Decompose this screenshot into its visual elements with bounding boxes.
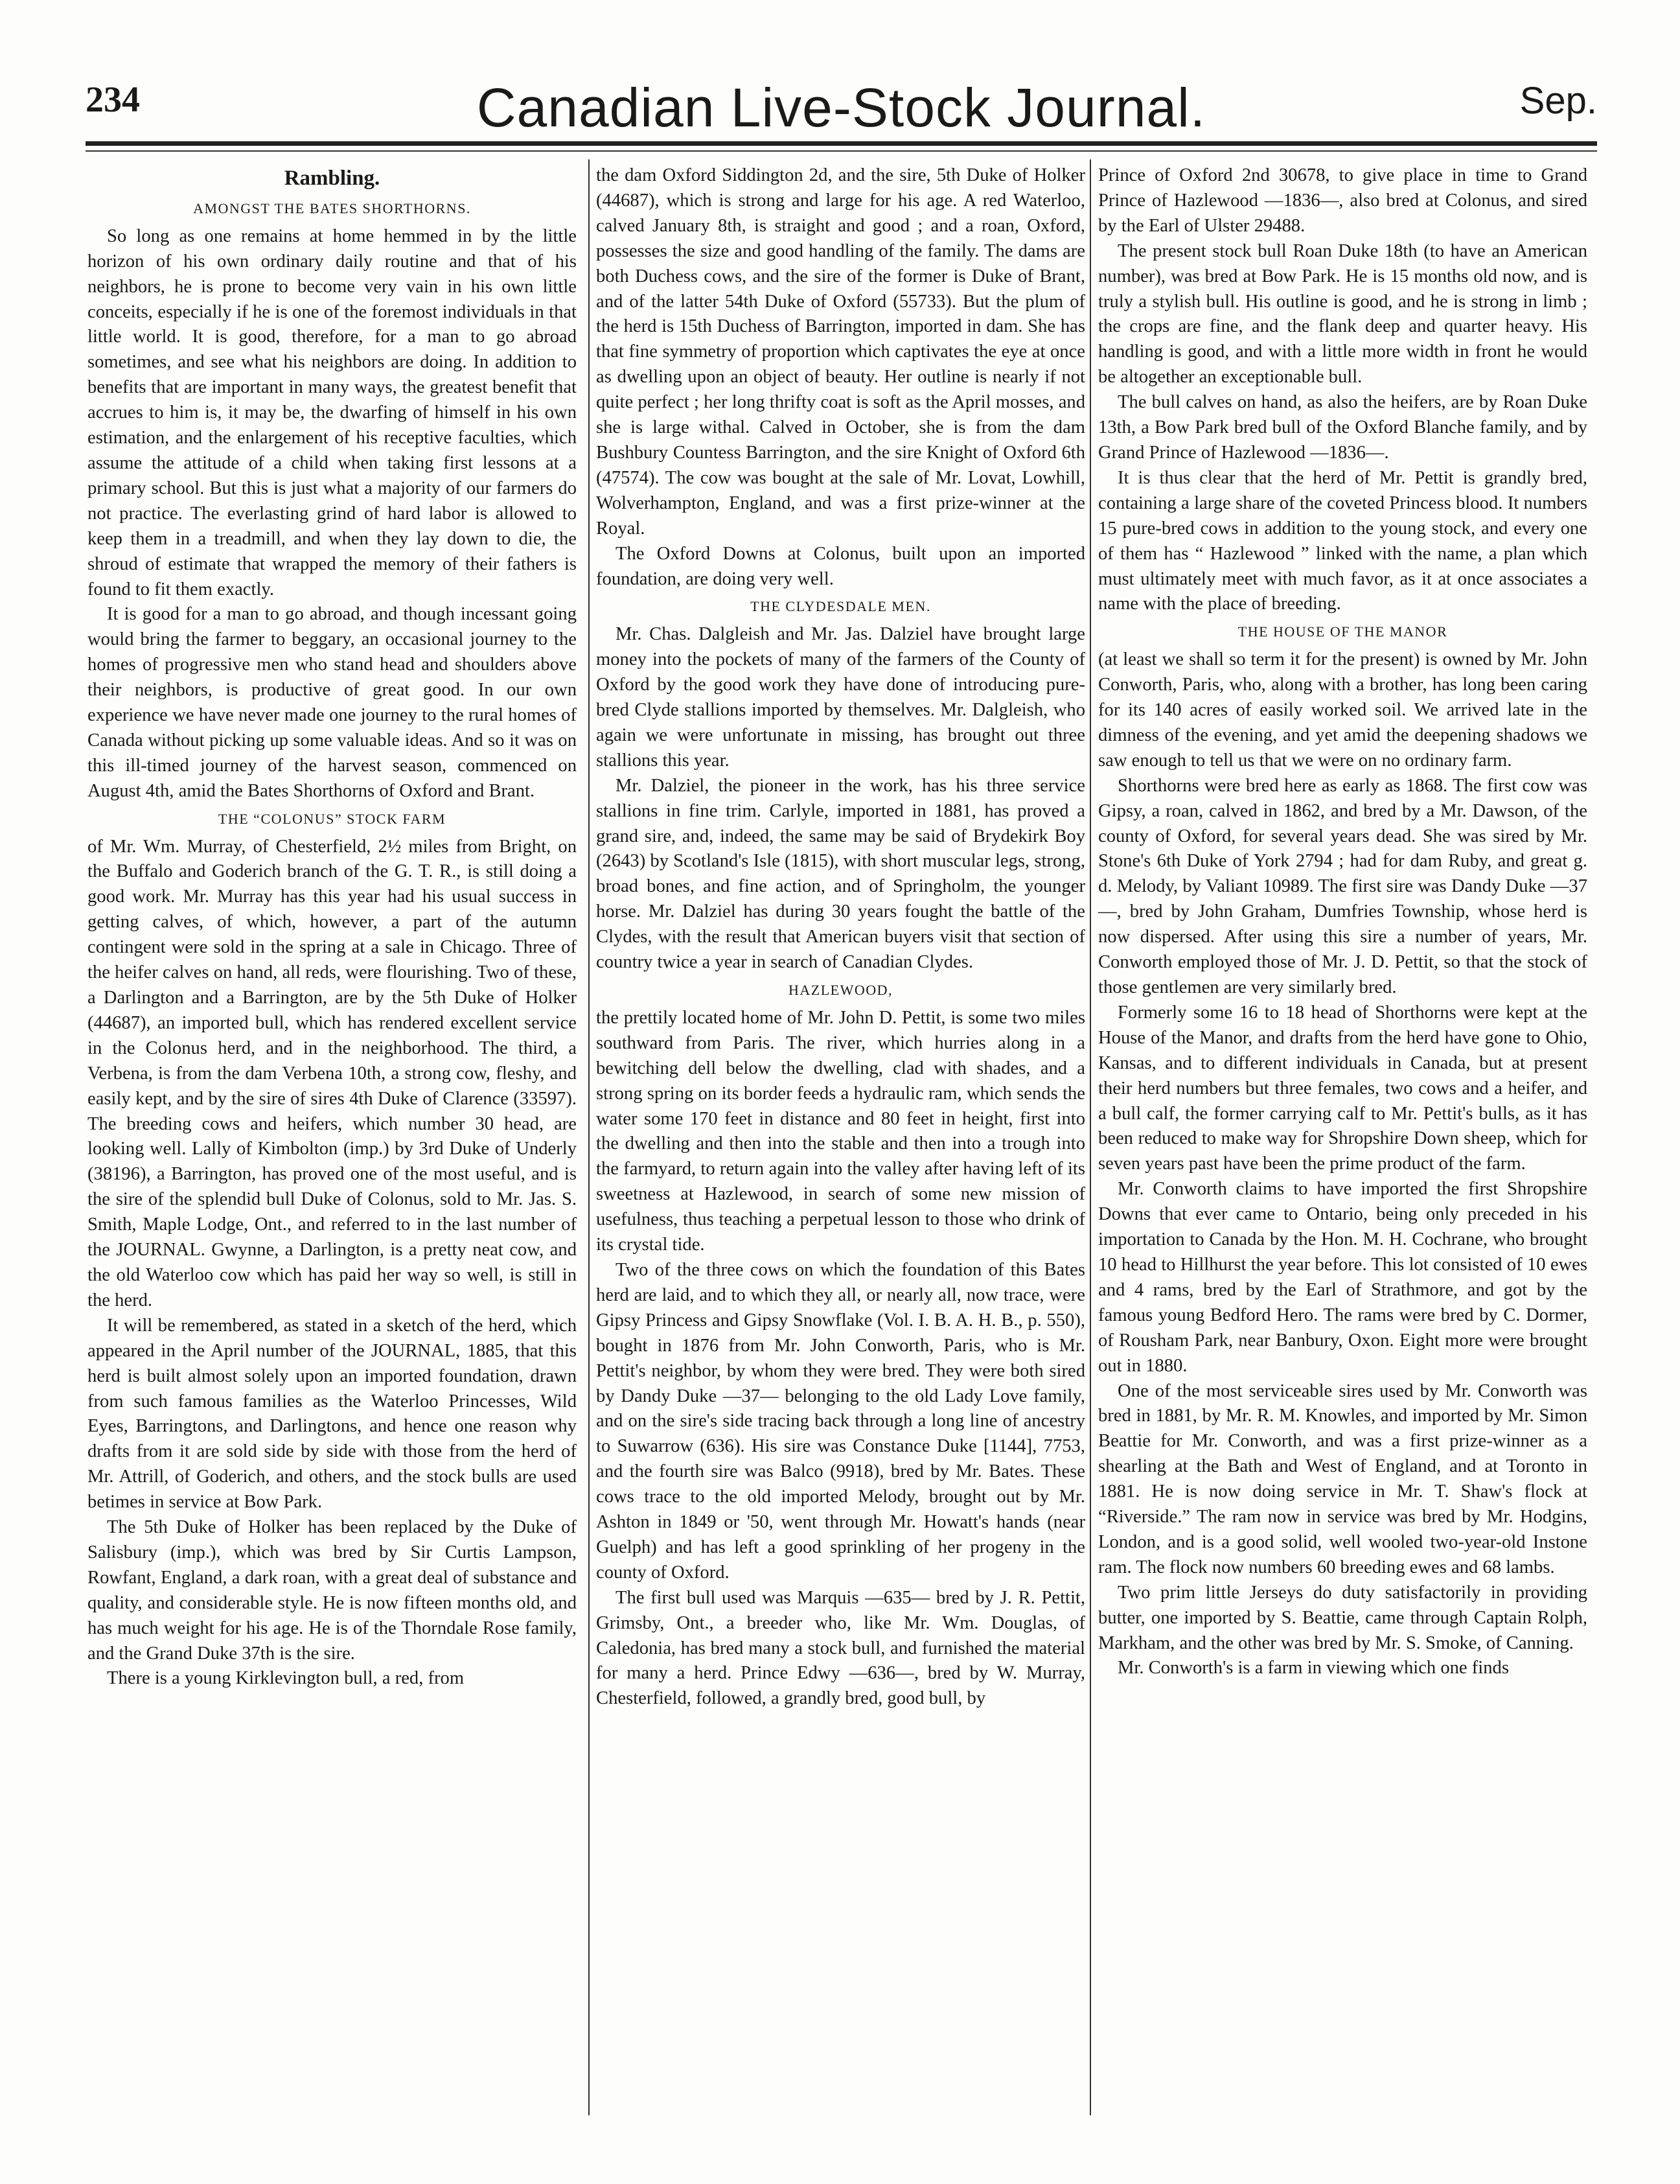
paragraph: There is a young Kirklevington bull, a red, from xyxy=(107,1668,465,1689)
paragraph: of Mr. Wm. Murray, of Chesterfield, 2½ miles from Bright, on the Buffalo and Goderich branch of the G. T. R., is still doing a good work. Mr. Murray has this year had his usual success in getting calves, of which, however, a part of the autumn contingent were sold in the spring at a sale in Chicago. Three of the heifer calves on hand, all reds, were flourishing. Two of these, a Darlington and a Barrington, are by the 5th Duke of Holker (44687), an imported bull, which has rendered excellent service in the Colonus herd, and in the neighborhood. The third, a Verbena, is from the dam Verbena 10th, a strong cow, fleshy, and easily kept, and by the sire of sires 4th Duke of Clarence (33597). The breeding cows and heifers, which number 30 head, are looking well. Lally of Kimbolton (imp.) by 3rd Duke of Underly (38196), a Barrington, has proved one of the most useful, and is the sire of the splendid bull Duke of Colonus, sold to Mr. Jas. S. Smith, Maple Lodge, Ont., and referred to in the last number of the JOURNAL. Gwynne, a Darlington, is a pretty neat cow, and the old Waterloo cow which has paid her way so well, is still in the herd. xyxy=(87,836,577,1310)
paragraph: Formerly some 16 to 18 head of Shorthorns were kept at the House of the Manor, and drafts from the herd have gone to Ohio, Kansas, and to different individuals in Canada, but at present their herd numbers but three females, two cows and a heifer, and a bull calf, the former carrying calf to Mr. Pettit's bulls, as it has been reduced to make way for Shropshire Down sheep, which for seven years past have been the prime product of the farm. xyxy=(1098,1002,1587,1174)
paragraph: One of the most serviceable sires used by Mr. Conworth was bred in 1881, by Mr. R. M. Knowles, and imported by Mr. Simon Beattie for Mr. Conworth, and was a first prize-winner as a shearling at the Bath and West of England, and at Toronto in 1881. He is now doing service in Mr. T. Shaw's flock at “Riverside.” The ram now in service was bred by Mr. Hodgins, London, and is a good solid, well wooled two-year-old Instone ram. The flock now numbers 60 breeding ewes and 68 lambs. xyxy=(1098,1380,1587,1577)
paragraph: The first bull used was Marquis —635— bred by J. R. Pettit, Grimsby, Ont., a breeder who, like Mr. Wm. Douglas, of Caledonia, has bred many a stock bull, and furnished the material for many a herd. Prince Edwy —636—, bred by W. Murray, Chesterfield, followed, a grandly bred, good bull, by xyxy=(596,1587,1085,1709)
paragraph: Two of the three cows on which the foundation of this Bates herd are laid, and to which they all, or nearly all, now trace, were Gipsy Princess and Gipsy Snowflake (Vol. I. B. A. H. B., p. 550), bought in 1876 from Mr. John Conworth, Paris, who is Mr. Pettit's neighbor, by whom they were bred. They were both sired by Dandy Duke —37— belonging to the old Lady Love family, and on the sire's side tracing back through a long line of ancestry to Suwarrow (636). His sire was Constance Duke [1144], 7753, and the fourth sire was Balco (9918), bred by Mr. Bates. These cows trace to the old imported Melody, brought out by Mr. Ashton in 1849 or '50, went through Mr. Howatt's hands (near Guelph) and has left a good sprinkling of her progeny in the county of Oxford. xyxy=(596,1259,1085,1583)
paragraph: So long as one remains at home hemmed in by the little horizon of his own ordinary daily routine and that of his neighbors, he is prone to become very vain in his own little conceits, especially if he is one of the foremost individuals in that little world. It is good, therefore, for a man to go abroad sometimes, and see what his neighbors are doing. In addition to benefits that are important in many ways, the greatest benefit that accrues to him is, it may be, the dwarfing of himself in his own estimation, and the enlargement of his receptive faculties, which assume the attitude of a child when taking first lessons at a primary school. But this is just what a majority of our farmers do not practice. The everlasting grind of hard labor is allowed to keep them in a treadmill, and when they lay down to die, the shroud of estimate that wrapped the memory of their fathers is found to fit them exactly. xyxy=(87,226,577,599)
header-rule-thick xyxy=(86,141,1597,146)
paragraph: Mr. Dalziel, the pioneer in the work, has his three service stallions in fine trim. Carlyle, imported in 1881, has proved a grand sire, and, indeed, the same may be said of Brydekirk Boy (2643) by Scotland's Isle (1815), with short muscular legs, strong, broad bones, and fine action, and of Springholm, the younger horse. Mr. Dalziel has during 30 years fought the battle of the Clydes, with the result that American buyers visit that section of country twice a year in search of Canadian Clydes. xyxy=(596,775,1085,973)
paragraph: Two prim little Jerseys do duty satisfactorily in providing butter, one imported by S. Beattie, came through Captain Rolph, Markham, and the other was bred by Mr. S. Smoke, of Canning. xyxy=(1098,1582,1587,1653)
paragraph: It is thus clear that the herd of Mr. Pettit is grandly bred, containing a large share of the coveted Princess blood. It numbers 15 pure-bred cows in addition to the young stock, and every one of them has “ Hazlewood ” linked with the name, a plan which must ultimately meet with much favor, as it at once associates a name with the place of breeding. xyxy=(1098,467,1587,614)
paragraph: It will be remembered, as stated in a sketch of the herd, which appeared in the April number of the JOURNAL, 1885, that this herd is built almost solely upon an imported foundation, drawn from such famous families as the Waterloo Princesses, Wild Eyes, Barringtons, and Darlingtons, and hence one reason why drafts from it are sold side by side with those from the herd of Mr. Attrill, of Goderich, and others, and the stock bulls are used betimes in service at Bow Park. xyxy=(87,1315,577,1513)
column-3 xyxy=(1098,163,1587,1681)
paragraph: Shorthorns were bred here as early as 1868. The first cow was Gipsy, a roan, calved in 1862, and bred by a Mr. Dawson, of the county of Oxford, for several years dead. She was sired by Mr. Stone's 6th Duke of York 2794 ; had for dam Ruby, and great g. d. Melody, by Valiant 10989. The first sire was Dandy Duke —37—, bred by John Graham, Dumfries Township, whose herd is now dispersed. After using this sire a number of years, Mr. Conworth employed those of Mr. J. D. Pettit, so that the stock of those gentlemen are very similarly bred. xyxy=(1098,775,1587,997)
paragraph: Mr. Conworth's is a farm in viewing which one finds xyxy=(1118,1658,1509,1679)
paragraph: Prince of Oxford 2nd 30678, to give place in time to Grand Prince of Hazlewood —1836—, also bred at Colonus, and sired by the Earl of Ulster 29488. xyxy=(1098,165,1587,236)
journal-title: Canadian Live-Stock Journal. xyxy=(476,77,1206,138)
paragraph: The bull calves on hand, as also the heifers, are by Roan Duke 13th, a Bow Park bred bull of the Oxford Blanche family, and by Grand Prince of Hazlewood —1836—. xyxy=(1098,392,1587,463)
section-heading: HAZLEWOOD, xyxy=(788,982,893,998)
section-heading: THE “COLONUS” STOCK FARM xyxy=(218,810,446,827)
paragraph: Mr. Chas. Dalgleish and Mr. Jas. Dalziel have brought large money into the pockets of many of the farmers of the County of Oxford by the good work they have done of introducing pure-bred Clyde stallions imported by themselves. Mr. Dalgleish, who again we were unfortunate in missing, has brought out three stallions this year. xyxy=(596,624,1085,771)
paragraph: The 5th Duke of Holker has been replaced by the Duke of Salisbury (imp.), which was bred by Sir Curtis Lampson, Rowfant, England, a dark roan, with a great deal of substance and quality, and considerable style. He is now fifteen months old, and has much weight for his age. He is of the Thorndale Rose family, and the Grand Duke 37th is the sire. xyxy=(87,1517,577,1664)
paragraph: (at least we shall so term it for the present) is owned by Mr. John Conworth, Paris, who, along with a brother, has long been caring for its 140 acres of easily worked soil. We arrived late in the dimness of the evening, and yet amid the deepening shadows we saw enough to tell us that we were on no ordinary farm. xyxy=(1098,649,1587,771)
page-number: 234 xyxy=(86,80,140,120)
paragraph: the dam Oxford Siddington 2d, and the sire, 5th Duke of Holker (44687), which is strong and large for his age. A red Waterloo, calved January 8th, is straight and good ; and a roan, Oxford, possesses the size and good handling of the family. The dams are both Duchess cows, and the sire of the former is Duke of Brant, and of the latter 54th Duke of Oxford (55733). But the plum of the herd is 15th Duchess of Barrington, imported in dam. She has that fine symmetry of proportion which captivates the eye at once as dwelling upon an object of beauty. Her outline is nearly if not quite perfect ; her long thrifty coat is soft as the April mosses, and she is large withal. Calved in October, she is from the dam Bushbury Countess Barrington, and the sire Knight of Oxford 6th (47574). The cow was bought at the sale of Mr. Lovat, Lowhill, Wolverhampton, England, and was a first prize-winner at the Royal. xyxy=(596,165,1085,539)
page-header xyxy=(86,76,1597,138)
column-1 xyxy=(87,163,577,1691)
paragraph: The present stock bull Roan Duke 18th (to have an American number), was bred at Bow Park. He is 15 months old now, and is truly a stylish bull. His outline is good, and he is strong in limb ; the crops are fine, and the flank deep and quarter heavy. His handling is good, and with a little more width in front he would be altogether an exceptionable bull. xyxy=(1098,240,1587,388)
paragraph: Mr. Conworth claims to have imported the first Shropshire Downs that ever came to Ontario, being only preceded in his importation to Canada by the Hon. M. H. Cochrane, who brought 10 head to Hillhurst the year before. This lot consisted of 10 ewes and 4 rams, bred by the Earl of Strathmore, and got by the famous young Bedford Hero. The rams were bred by C. Dormer, of Rousham Park, near Banbury, Oxon. Eight more were brought out in 1880. xyxy=(1098,1179,1587,1376)
column-2 xyxy=(596,163,1085,1712)
article-subtitle: AMONGST THE BATES SHORTHORNS. xyxy=(193,200,471,216)
column-divider-2 xyxy=(1090,159,1091,2115)
paragraph: It is good for a man to go abroad, and though incessant going would bring the farmer to beggary, an occasional journey to the homes of progressive men who stand head and shoulders above their neighbors, is productive of great good. In our own experience we have never made one journey to the rural homes of Canada without picking up some valuable ideas. And so it was on this ill-timed journey of the harvest season, commenced on August 4th, amid the Bates Shorthorns of Oxford and Brant. xyxy=(87,604,577,801)
section-heading: THE HOUSE OF THE MANOR xyxy=(1237,623,1448,640)
paragraph: The Oxford Downs at Colonus, built upon an imported foundation, are doing very well. xyxy=(596,543,1085,589)
issue-month: Sep. xyxy=(1519,80,1597,122)
section-heading: THE CLYDESDALE MEN. xyxy=(750,598,931,615)
article-title: Rambling. xyxy=(284,167,380,190)
paragraph: the prettily located home of Mr. John D. Pettit, is some two miles southward from Paris. The river, which hurries along in a bewitching dell below the dwelling, clad with shades, and a strong spring on its border feeds a hydraulic ram, which sends the water some 170 feet in distance and 80 feet in height, first into the dwelling and then into the stable and then into a trough into the farmyard, to return again into the valley after having left of its sweetness at Hazlewood, in search of some new mission of usefulness, thus teaching a perpetual lesson to those who drink of its crystal tide. xyxy=(596,1007,1085,1255)
column-divider-1 xyxy=(588,159,590,2115)
header-rule-thin xyxy=(86,150,1597,152)
